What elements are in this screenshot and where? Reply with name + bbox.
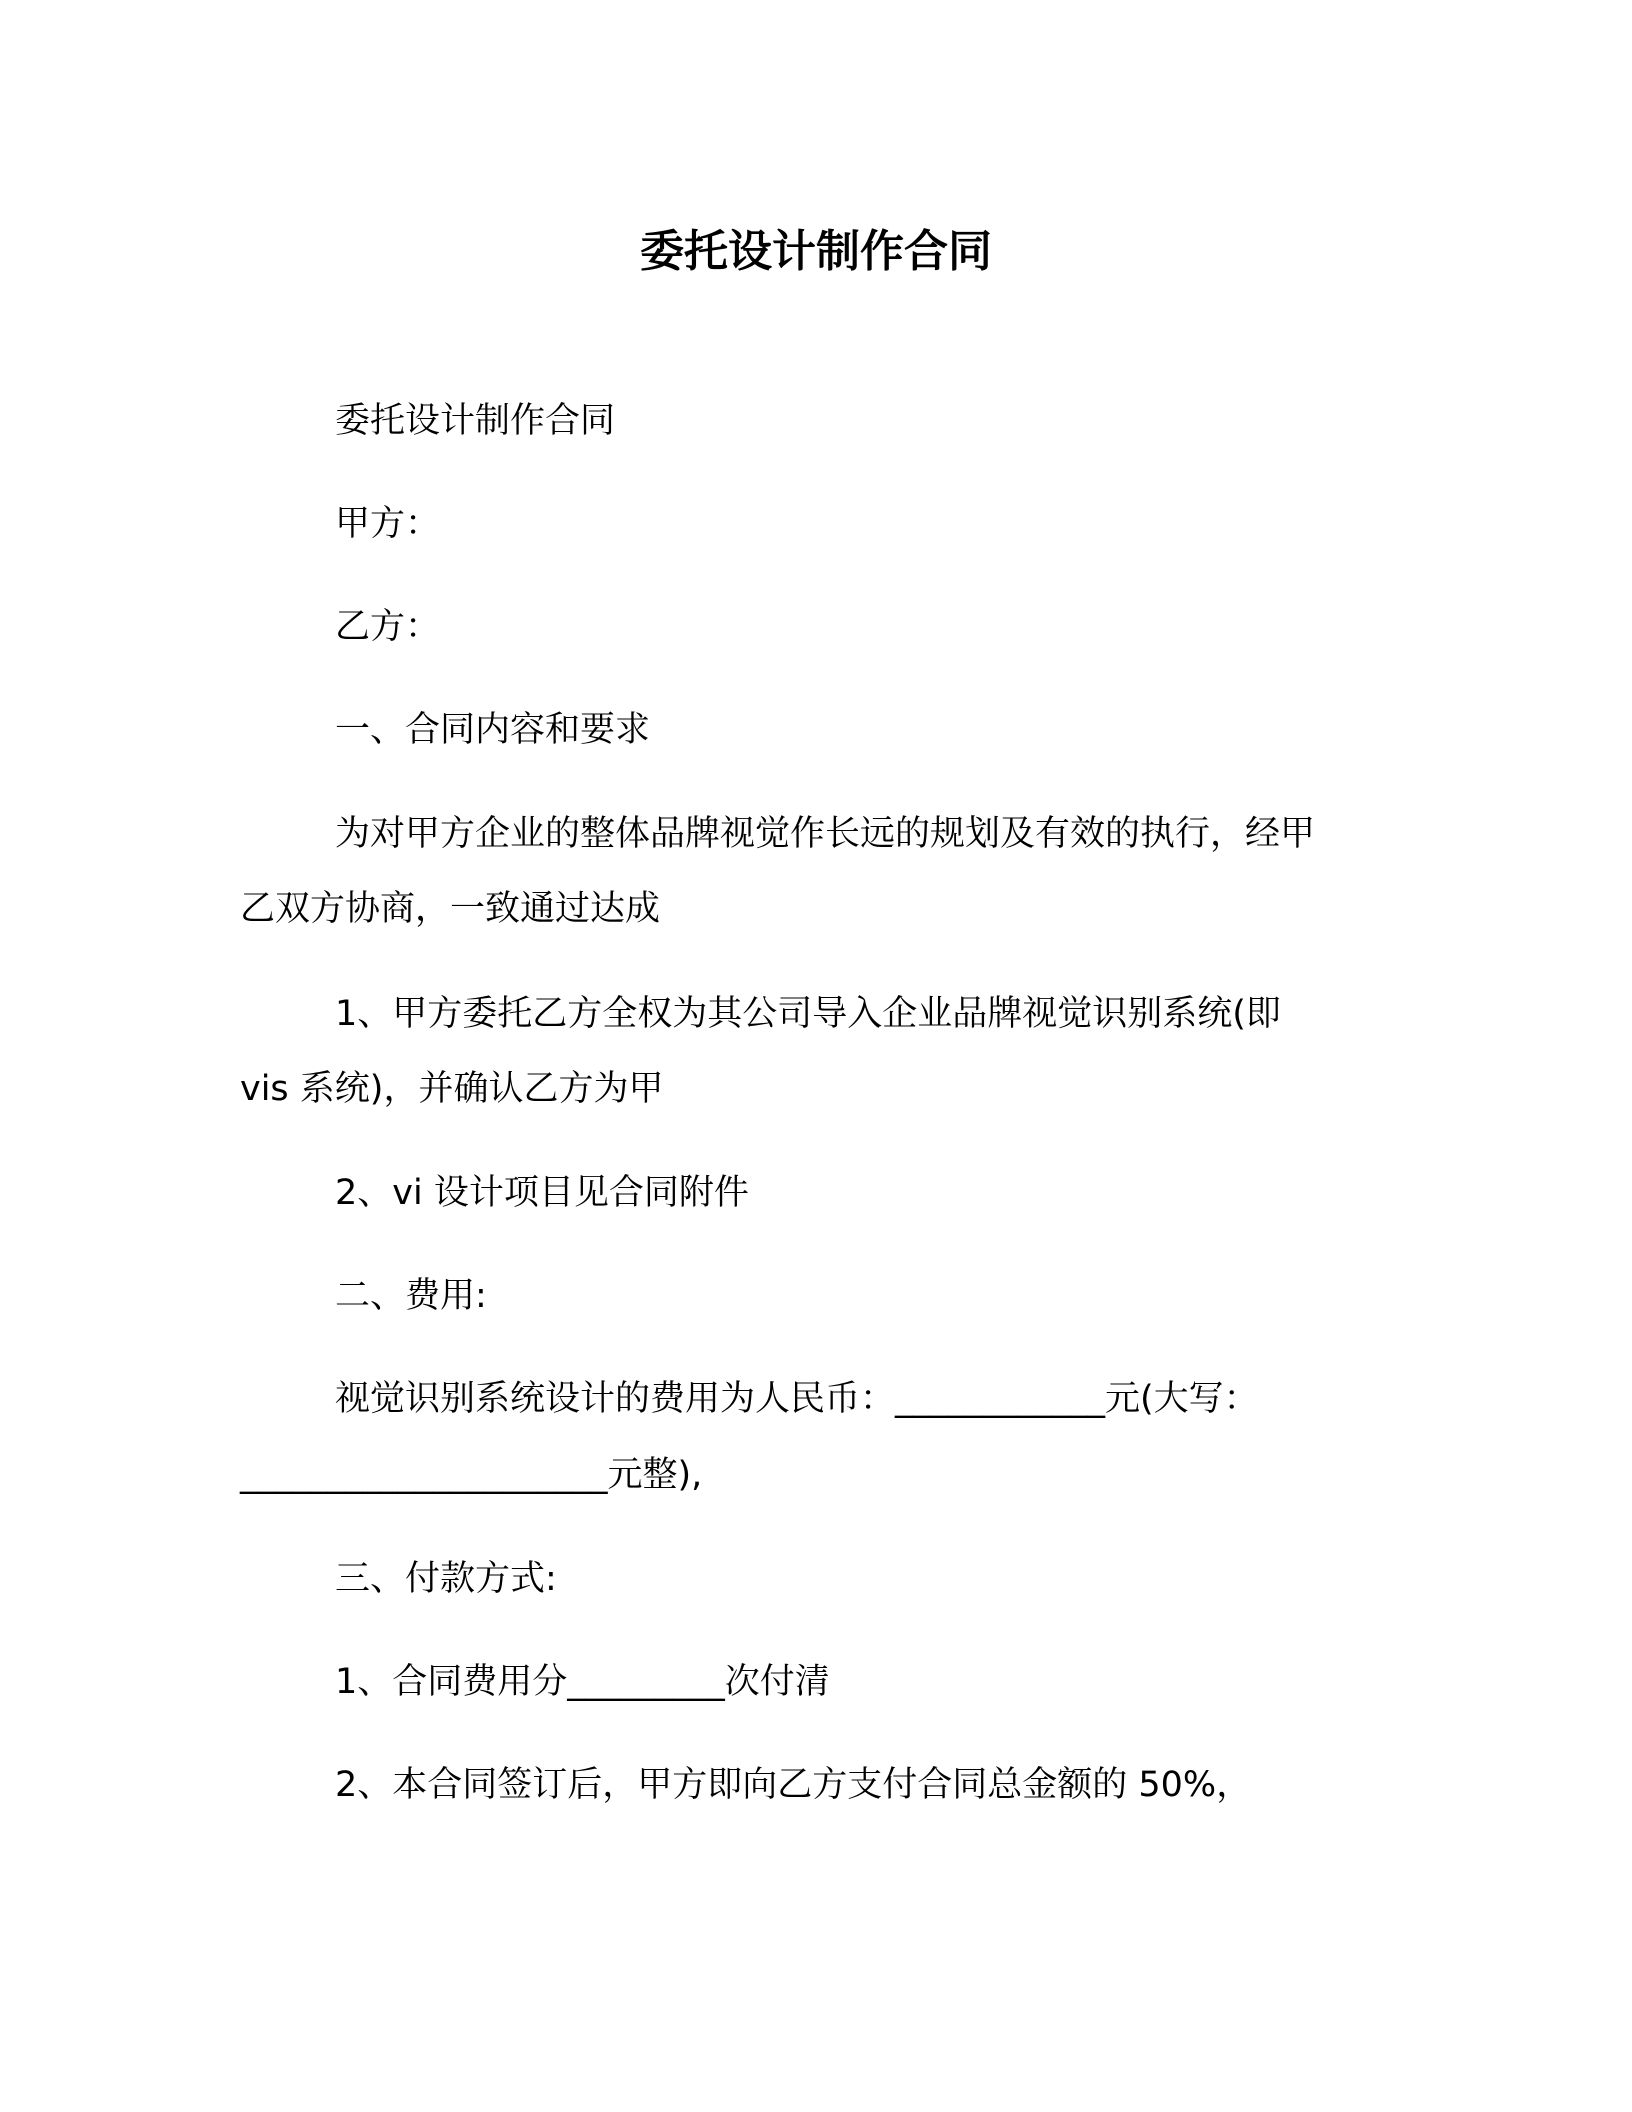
clause-line: 2、vi 设计项目见合同附件 (335, 1173, 749, 1213)
subtitle-line: 委托设计制作合同 (335, 401, 616, 441)
fee-line: 视觉识别系统设计的费用为人民币：____________元(大写： (335, 1379, 1259, 1419)
party-a-line: 甲方： (335, 504, 441, 544)
section-1-heading: 一、合同内容和要求 (335, 710, 651, 750)
paragraph-line: 为对甲方企业的整体品牌视觉作长远的规划及有效的执行，经甲 (335, 814, 1316, 854)
paragraph-line: 乙双方协商，一致通过达成 (240, 889, 661, 929)
payment-line: 1、合同费用分_________次付清 (335, 1662, 830, 1702)
clause-line: 1、甲方委托乙方全权为其公司导入企业品牌视觉识别系统(即 (335, 994, 1281, 1034)
section-3-heading: 三、付款方式: (335, 1559, 557, 1599)
party-b-line: 乙方： (335, 607, 441, 647)
payment-line: 2、本合同签订后，甲方即向乙方支付合同总金额的 50%， (335, 1765, 1252, 1805)
section-2-heading: 二、费用: (335, 1276, 487, 1316)
clause-line: vis 系统)，并确认乙方为甲 (240, 1069, 664, 1109)
document-title: 委托设计制作合同 (640, 226, 992, 277)
fee-line: _____________________元整), (240, 1455, 703, 1495)
